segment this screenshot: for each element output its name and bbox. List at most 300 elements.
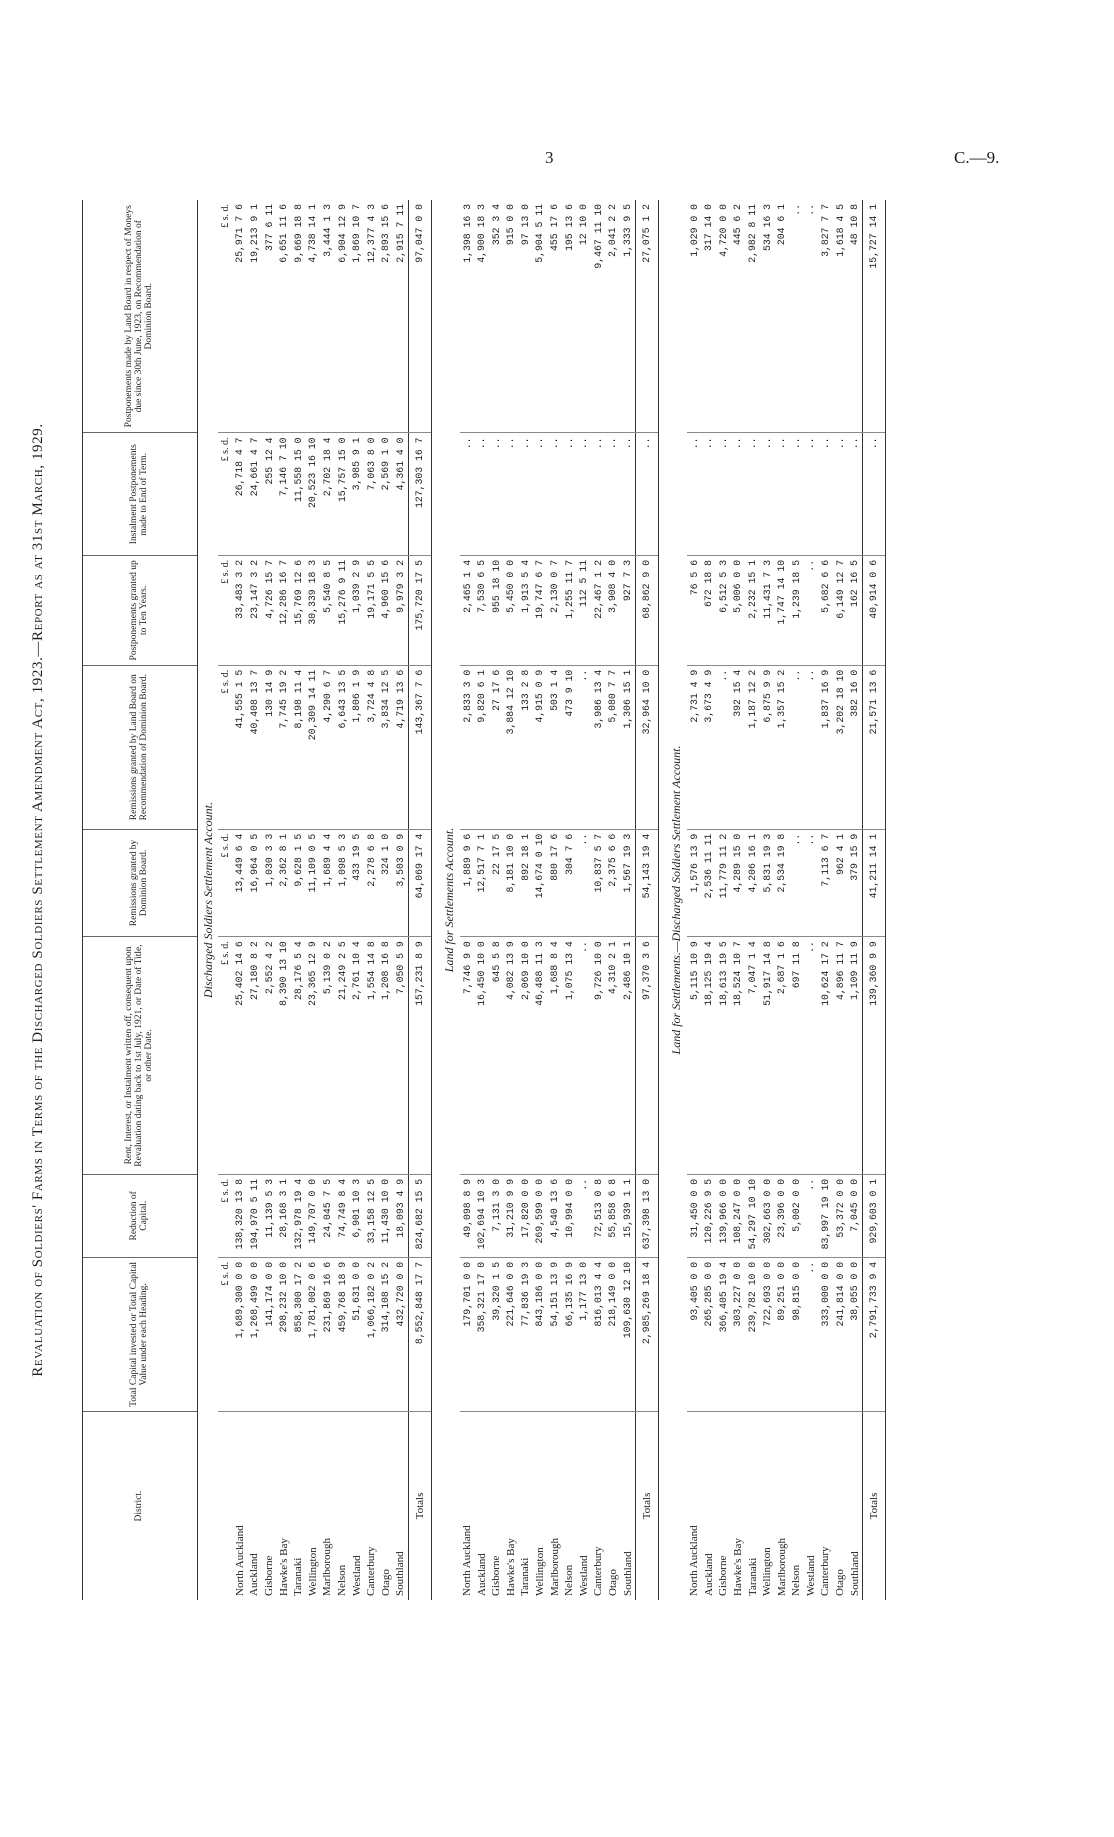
amount-cell: 4,960 15 6 xyxy=(379,555,394,665)
amount-cell: 76 5 6 xyxy=(687,555,702,665)
amount-cell: 16,450 10 0 xyxy=(474,937,489,1175)
amount-cell: 3,202 18 10 xyxy=(833,665,848,829)
amount-cell: .. xyxy=(576,433,591,555)
table-row xyxy=(716,200,731,1600)
amount-cell: 19,171 5 5 xyxy=(364,555,379,665)
amount-cell: 12,517 7 1 xyxy=(474,829,489,936)
amount-cell: 4,206 16 1 xyxy=(745,829,760,936)
total-cell: 929,603 0 1 xyxy=(862,1174,885,1257)
column-header: Total Capital invested or Total Capital Value under each Heading. xyxy=(83,1257,198,1411)
unit-label: £ s. d. xyxy=(218,1174,233,1257)
totals-label: Totals xyxy=(862,1412,885,1601)
table-row xyxy=(701,200,716,1600)
amount-cell: 8,198 11 4 xyxy=(291,665,306,829)
amount-cell: 5,831 19 3 xyxy=(760,829,775,936)
amount-cell: 1,618 4 5 xyxy=(833,200,848,433)
amount-cell: 4,915 0 9 xyxy=(533,665,548,829)
amount-cell: 11,779 11 2 xyxy=(716,829,731,936)
amount-cell: 892 18 1 xyxy=(518,829,533,936)
totals-row xyxy=(862,200,885,1600)
amount-cell: 7,063 8 0 xyxy=(364,433,379,555)
district-name: Otago xyxy=(606,1569,619,1596)
amount-cell: 314,108 15 2 xyxy=(379,1257,394,1411)
column-header: Instalment Postponements made to End of Term. xyxy=(83,433,198,555)
section-heading-row xyxy=(667,200,687,1600)
amount-cell: 534 16 3 xyxy=(760,200,775,433)
amount-cell: 40,408 13 7 xyxy=(247,665,262,829)
amount-cell: 697 11 8 xyxy=(789,937,804,1175)
amount-cell: .. xyxy=(774,433,789,555)
amount-cell: .. xyxy=(547,433,562,555)
amount-cell: 6,512 5 3 xyxy=(716,555,731,665)
amount-cell: 41,555 1 5 xyxy=(233,665,248,829)
amount-cell: .. xyxy=(562,433,577,555)
total-cell: 64,069 17 4 xyxy=(408,829,431,936)
amount-cell: 2,130 0 7 xyxy=(547,555,562,665)
amount-cell: 317 14 0 xyxy=(701,200,716,433)
amount-cell: 1,688 8 4 xyxy=(547,937,562,1175)
amount-cell: 18,524 10 7 xyxy=(731,937,746,1175)
amount-cell: 7,113 6 7 xyxy=(818,829,833,936)
amount-cell: 445 6 2 xyxy=(731,200,746,433)
table-row xyxy=(291,200,306,1600)
district-name: Gisborne xyxy=(263,1555,276,1596)
amount-cell: .. xyxy=(716,433,731,555)
amount-cell: 1,239 18 5 xyxy=(789,555,804,665)
amount-cell: 1,306 15 1 xyxy=(620,665,635,829)
table-row xyxy=(233,200,248,1600)
amount-cell: 6,149 12 7 xyxy=(833,555,848,665)
amount-cell: 6,875 9 9 xyxy=(760,665,775,829)
amount-cell: 77,836 19 3 xyxy=(518,1257,533,1411)
amount-cell: 4,726 15 7 xyxy=(262,555,277,665)
amount-cell: .. xyxy=(804,1174,819,1257)
amount-cell: 130 14 9 xyxy=(262,665,277,829)
amount-cell: 1,554 14 8 xyxy=(364,937,379,1175)
unit-label: £ s. d. xyxy=(218,1257,233,1411)
spacer-cell xyxy=(431,200,440,1600)
amount-cell: .. xyxy=(474,433,489,555)
table-row xyxy=(774,200,789,1600)
amount-cell: 7,530 6 5 xyxy=(474,555,489,665)
amount-cell: 2,232 15 1 xyxy=(745,555,760,665)
table-row xyxy=(474,200,489,1600)
column-header: Rent, Interest, or Instalment written off, consequent upon Revaluation dating back to 1st July, 1921, or Date of Title, or other Date. xyxy=(83,937,198,1175)
amount-cell: 4,720 0 0 xyxy=(716,200,731,433)
table-row xyxy=(818,200,833,1600)
amount-cell: 503 1 4 xyxy=(547,665,562,829)
amount-cell: 8,390 13 10 xyxy=(276,937,291,1175)
amount-cell: 12,286 16 7 xyxy=(276,555,291,665)
district-name: Otago xyxy=(379,1569,392,1596)
amount-cell: 377 6 11 xyxy=(262,200,277,433)
amount-cell: .. xyxy=(804,1257,819,1411)
total-cell: 157,231 8 9 xyxy=(408,937,431,1175)
amount-cell: 5,115 10 9 xyxy=(687,937,702,1175)
amount-cell: 459,768 18 9 xyxy=(335,1257,350,1411)
amount-cell: 15,276 9 11 xyxy=(335,555,350,665)
rotated-table-region xyxy=(30,200,1030,1600)
amount-cell: 4,900 18 3 xyxy=(474,200,489,433)
amount-cell: 53,372 0 0 xyxy=(833,1174,848,1257)
amount-cell: 162 16 5 xyxy=(847,555,862,665)
amount-cell: 3,908 4 0 xyxy=(606,555,621,665)
table-row xyxy=(760,200,775,1600)
amount-cell: 108,247 0 0 xyxy=(731,1174,746,1257)
amount-cell: .. xyxy=(804,200,819,433)
amount-cell: .. xyxy=(576,665,591,829)
amount-cell: 3,724 4 8 xyxy=(364,665,379,829)
district-name: Nelson xyxy=(790,1564,803,1596)
amount-cell: 204 6 1 xyxy=(774,200,789,433)
amount-cell: 2,069 10 0 xyxy=(518,937,533,1175)
amount-cell: 22 17 5 xyxy=(489,829,504,936)
section-heading-row xyxy=(440,200,460,1600)
amount-cell: 9,467 11 10 xyxy=(591,200,606,433)
district-name: Hawke's Bay xyxy=(277,1538,290,1596)
amount-cell: .. xyxy=(789,829,804,936)
amount-cell: 10,837 5 7 xyxy=(591,829,606,936)
amount-cell: 31,210 9 9 xyxy=(504,1174,519,1257)
amount-cell: 221,646 0 0 xyxy=(504,1257,519,1411)
amount-cell: 2,552 4 2 xyxy=(262,937,277,1175)
amount-cell: 433 19 5 xyxy=(349,829,364,936)
unit-label: £ s. d. xyxy=(218,200,233,433)
amount-cell: 3,986 13 4 xyxy=(591,665,606,829)
amount-cell: .. xyxy=(576,937,591,1175)
amount-cell: 4,290 6 7 xyxy=(320,665,335,829)
amount-cell: 1,689 4 4 xyxy=(320,829,335,936)
district-name: Auckland xyxy=(475,1553,488,1596)
amount-cell: 231,869 16 6 xyxy=(320,1257,335,1411)
total-cell: 127,303 16 7 xyxy=(408,433,431,555)
table-row xyxy=(320,200,335,1600)
amount-cell: .. xyxy=(518,433,533,555)
amount-cell: 5,904 5 11 xyxy=(533,200,548,433)
amount-cell: 7,745 19 2 xyxy=(276,665,291,829)
amount-cell: 5,139 0 2 xyxy=(320,937,335,1175)
amount-cell: .. xyxy=(701,433,716,555)
total-cell: 637,398 13 0 xyxy=(635,1174,658,1257)
amount-cell: .. xyxy=(504,433,519,555)
amount-cell: 1,039 2 9 xyxy=(349,555,364,665)
amount-cell: 11,431 7 3 xyxy=(760,555,775,665)
amount-cell: 255 12 4 xyxy=(262,433,277,555)
amount-cell: 722,693 0 0 xyxy=(760,1257,775,1411)
amount-cell: 303,227 0 0 xyxy=(731,1257,746,1411)
amount-cell: .. xyxy=(804,433,819,555)
amount-cell: 120,226 9 5 xyxy=(701,1174,716,1257)
table-row xyxy=(460,200,475,1600)
total-cell: 27,075 1 2 xyxy=(635,200,658,433)
amount-cell: 6,651 11 6 xyxy=(276,200,291,433)
district-name: Nelson xyxy=(336,1564,349,1596)
unit-label: £ s. d. xyxy=(218,433,233,555)
amount-cell: 1,869 10 7 xyxy=(349,200,364,433)
district-name: Hawke's Bay xyxy=(731,1538,744,1596)
district-name: North Auckland xyxy=(233,1525,246,1596)
header-row xyxy=(83,200,198,1600)
table-row xyxy=(349,200,364,1600)
amount-cell: 7,746 9 0 xyxy=(460,937,475,1175)
amount-cell: 7,047 1 4 xyxy=(745,937,760,1175)
spacer-row xyxy=(431,200,440,1600)
amount-cell: 25,402 14 6 xyxy=(233,937,248,1175)
amount-cell: 455 17 6 xyxy=(547,200,562,433)
amount-cell: 9,726 10 0 xyxy=(591,937,606,1175)
amount-cell: 1,398 16 3 xyxy=(460,200,475,433)
district-name: Marlborough xyxy=(321,1537,334,1596)
amount-cell: 1,576 13 9 xyxy=(687,829,702,936)
total-cell: 8,552,848 17 7 xyxy=(408,1257,431,1411)
page-reference: C.—9. xyxy=(954,148,1000,167)
amount-cell: 5,540 8 5 xyxy=(320,555,335,665)
amount-cell: 5,450 0 0 xyxy=(504,555,519,665)
amount-cell: 366,405 19 4 xyxy=(716,1257,731,1411)
amount-cell: 1,109 11 9 xyxy=(847,937,862,1175)
district-name: Canterbury xyxy=(365,1546,378,1596)
amount-cell: 2,486 10 1 xyxy=(620,937,635,1175)
amount-cell: 51,917 14 8 xyxy=(760,937,775,1175)
amount-cell: .. xyxy=(818,433,833,555)
district-name: Wellington xyxy=(533,1547,546,1596)
amount-cell: 2,041 2 2 xyxy=(606,200,621,433)
amount-cell: 16,964 0 5 xyxy=(247,829,262,936)
amount-cell: 1,030 3 3 xyxy=(262,829,277,936)
amount-cell: 102,694 10 3 xyxy=(474,1174,489,1257)
amount-cell: 194,970 5 11 xyxy=(247,1174,262,1257)
amount-cell: .. xyxy=(804,665,819,829)
amount-cell: 2,536 11 11 xyxy=(701,829,716,936)
amount-cell: 324 1 0 xyxy=(379,829,394,936)
amount-cell: 9,820 6 1 xyxy=(474,665,489,829)
amount-cell: 1,098 5 3 xyxy=(335,829,350,936)
amount-cell: 816,013 4 4 xyxy=(591,1257,606,1411)
amount-cell: 179,701 0 0 xyxy=(460,1257,475,1411)
amount-cell: 1,357 15 2 xyxy=(774,665,789,829)
amount-cell: 25,971 7 6 xyxy=(233,200,248,433)
amount-cell: 352 3 4 xyxy=(489,200,504,433)
district-name: Auckland xyxy=(702,1553,715,1596)
amount-cell: 7,050 5 9 xyxy=(393,937,408,1175)
amount-cell: 4,540 13 6 xyxy=(547,1174,562,1257)
column-header: Remissions granted by Dominion Board. xyxy=(83,829,198,936)
district-name: Canterbury xyxy=(592,1546,605,1596)
amount-cell: 1,075 13 4 xyxy=(562,937,577,1175)
amount-cell: 239,782 10 0 xyxy=(745,1257,760,1411)
amount-cell: 3,834 12 5 xyxy=(379,665,394,829)
amount-cell: 3,444 1 3 xyxy=(320,200,335,433)
total-cell: 139,360 9 9 xyxy=(862,937,885,1175)
amount-cell: .. xyxy=(804,555,819,665)
amount-cell: .. xyxy=(804,829,819,936)
amount-cell: 31,450 0 0 xyxy=(687,1174,702,1257)
amount-cell: 27 17 6 xyxy=(489,665,504,829)
table-row xyxy=(687,200,702,1600)
amount-cell: 133 2 8 xyxy=(518,665,533,829)
unit-label: £ s. d. xyxy=(218,829,233,936)
amount-cell: 20,523 16 10 xyxy=(306,433,321,555)
district-name: Wellington xyxy=(306,1547,319,1596)
amount-cell: 15,757 15 0 xyxy=(335,433,350,555)
units-row xyxy=(218,200,233,1600)
amount-cell: 265,285 0 0 xyxy=(701,1257,716,1411)
amount-cell: 11,139 5 3 xyxy=(262,1174,277,1257)
amount-cell: 1,333 9 5 xyxy=(620,200,635,433)
total-cell: 143,367 7 6 xyxy=(408,665,431,829)
amount-cell: .. xyxy=(489,433,504,555)
amount-cell: .. xyxy=(731,433,746,555)
amount-cell: 38,055 0 0 xyxy=(847,1257,862,1411)
amount-cell: 23,365 12 9 xyxy=(306,937,321,1175)
amount-cell: 24,661 4 7 xyxy=(247,433,262,555)
amount-cell: 4,082 13 9 xyxy=(504,937,519,1175)
amount-cell: 382 16 0 xyxy=(847,665,862,829)
amount-cell: 6,904 12 9 xyxy=(335,200,350,433)
district-name: Taranaki xyxy=(519,1557,532,1596)
table-row xyxy=(504,200,519,1600)
district-name: Wellington xyxy=(761,1547,774,1596)
total-cell: 32,964 10 0 xyxy=(635,665,658,829)
amount-cell: .. xyxy=(760,433,775,555)
table-row xyxy=(804,200,819,1600)
total-cell: 21,571 13 6 xyxy=(862,665,885,829)
amount-cell: 880 17 6 xyxy=(547,829,562,936)
amount-cell: 358,321 17 0 xyxy=(474,1257,489,1411)
amount-cell: 19,747 6 7 xyxy=(533,555,548,665)
amount-cell: 3,884 12 10 xyxy=(504,665,519,829)
amount-cell: .. xyxy=(576,1174,591,1257)
amount-cell: 2,362 8 1 xyxy=(276,829,291,936)
amount-cell: 149,707 0 0 xyxy=(306,1174,321,1257)
amount-cell: 14,674 0 10 xyxy=(533,829,548,936)
table-row xyxy=(335,200,350,1600)
district-name: Taranaki xyxy=(292,1557,305,1596)
amount-cell: 858,300 17 2 xyxy=(291,1257,306,1411)
district-name: Marlborough xyxy=(548,1537,561,1596)
amount-cell: 19,213 9 1 xyxy=(247,200,262,433)
amount-cell: 7,146 7 10 xyxy=(276,433,291,555)
section-heading: Land for Settlements Account. xyxy=(442,827,457,973)
amount-cell: 1,689,300 0 0 xyxy=(233,1257,248,1411)
table-row xyxy=(379,200,394,1600)
amount-cell: 55,858 6 8 xyxy=(606,1174,621,1257)
amount-cell: 3,985 9 1 xyxy=(349,433,364,555)
district-name: North Auckland xyxy=(461,1525,474,1596)
amount-cell: 915 0 0 xyxy=(504,200,519,433)
table-row xyxy=(547,200,562,1600)
district-name: Westland xyxy=(577,1555,590,1596)
amount-cell: 2,465 1 4 xyxy=(460,555,475,665)
total-cell: 2,791,733 9 4 xyxy=(862,1257,885,1411)
column-header: Postponements granted up to Ten Years. xyxy=(83,555,198,665)
amount-cell: 298,232 10 0 xyxy=(276,1257,291,1411)
amount-cell: .. xyxy=(745,433,760,555)
amount-cell: 10,624 17 2 xyxy=(818,937,833,1175)
table-row xyxy=(731,200,746,1600)
amount-cell: 1,255 11 7 xyxy=(562,555,577,665)
table-body xyxy=(198,200,894,1600)
amount-cell: 5,006 0 0 xyxy=(731,555,746,665)
table-row xyxy=(745,200,760,1600)
table-row xyxy=(393,200,408,1600)
amount-cell: .. xyxy=(833,433,848,555)
amount-cell: 2,915 7 11 xyxy=(393,200,408,433)
amount-cell: .. xyxy=(591,433,606,555)
amount-cell: 432,720 0 0 xyxy=(393,1257,408,1411)
district-name: Gisborne xyxy=(717,1555,730,1596)
unit-label: £ s. d. xyxy=(218,665,233,829)
revaluation-table xyxy=(82,200,894,1600)
amount-cell: 12 10 0 xyxy=(576,200,591,433)
table-row xyxy=(606,200,621,1600)
amount-cell: 269,599 0 0 xyxy=(533,1174,548,1257)
amount-cell: 3,503 0 9 xyxy=(393,829,408,936)
total-cell: 97,047 0 0 xyxy=(408,200,431,433)
amount-cell: 11,109 0 5 xyxy=(306,829,321,936)
unit-label: £ s. d. xyxy=(218,555,233,665)
amount-cell: 4,310 2 1 xyxy=(606,937,621,1175)
district-name: Taranaki xyxy=(746,1557,759,1596)
amount-cell: 112 5 11 xyxy=(576,555,591,665)
amount-cell: 30,339 18 3 xyxy=(306,555,321,665)
amount-cell: 302,663 0 0 xyxy=(760,1174,775,1257)
amount-cell: 4,361 4 0 xyxy=(393,433,408,555)
amount-cell: 18,613 19 5 xyxy=(716,937,731,1175)
total-cell: 41,211 14 1 xyxy=(862,829,885,936)
amount-cell: 28,168 3 1 xyxy=(276,1174,291,1257)
table-row xyxy=(489,200,504,1600)
amount-cell: 15,769 12 6 xyxy=(291,555,306,665)
amount-cell: 21,249 2 5 xyxy=(335,937,350,1175)
amount-cell: 379 15 9 xyxy=(847,829,862,936)
table-row xyxy=(533,200,548,1600)
district-name: Southland xyxy=(621,1551,634,1596)
district-name: Marlborough xyxy=(775,1537,788,1596)
report-title: Revaluation of Soldiers' Farms in Terms of the Discharged Soldiers Settlement Amendment Act, 1923.—Report as at 31st March, 1929. xyxy=(30,423,46,1377)
amount-cell: 218,149 0 0 xyxy=(606,1257,621,1411)
amount-cell: 6,643 13 5 xyxy=(335,665,350,829)
total-cell: 2,985,269 18 4 xyxy=(635,1257,658,1411)
amount-cell: 98,815 0 0 xyxy=(789,1257,804,1411)
amount-cell: 46,488 11 3 xyxy=(533,937,548,1175)
table-row xyxy=(620,200,635,1600)
district-name: Westland xyxy=(350,1555,363,1596)
district-name: Otago xyxy=(834,1569,847,1596)
amount-cell: 1,066,182 0 2 xyxy=(364,1257,379,1411)
district-name: Auckland xyxy=(248,1553,261,1596)
amount-cell: 1,187 12 2 xyxy=(745,665,760,829)
table-row xyxy=(364,200,379,1600)
section-heading: Land for Settlements.—Discharged Soldiers Settlement Account. xyxy=(669,745,684,1055)
amount-cell: 33,158 12 5 xyxy=(364,1174,379,1257)
amount-cell: 843,186 0 0 xyxy=(533,1257,548,1411)
amount-cell: 4,738 14 1 xyxy=(306,200,321,433)
table-row xyxy=(847,200,862,1600)
amount-cell: 4,719 13 6 xyxy=(393,665,408,829)
amount-cell: 304 7 6 xyxy=(562,829,577,936)
amount-cell: .. xyxy=(533,433,548,555)
amount-cell: .. xyxy=(789,433,804,555)
amount-cell: 13,449 6 4 xyxy=(233,829,248,936)
amount-cell: 18,093 4 9 xyxy=(393,1174,408,1257)
amount-cell: 93,405 0 0 xyxy=(687,1257,702,1411)
district-name: Canterbury xyxy=(819,1546,832,1596)
unit-label: £ s. d. xyxy=(218,937,233,1175)
table-row xyxy=(562,200,577,1600)
amount-cell: 2,375 6 6 xyxy=(606,829,621,936)
amount-cell: 2,534 19 8 xyxy=(774,829,789,936)
